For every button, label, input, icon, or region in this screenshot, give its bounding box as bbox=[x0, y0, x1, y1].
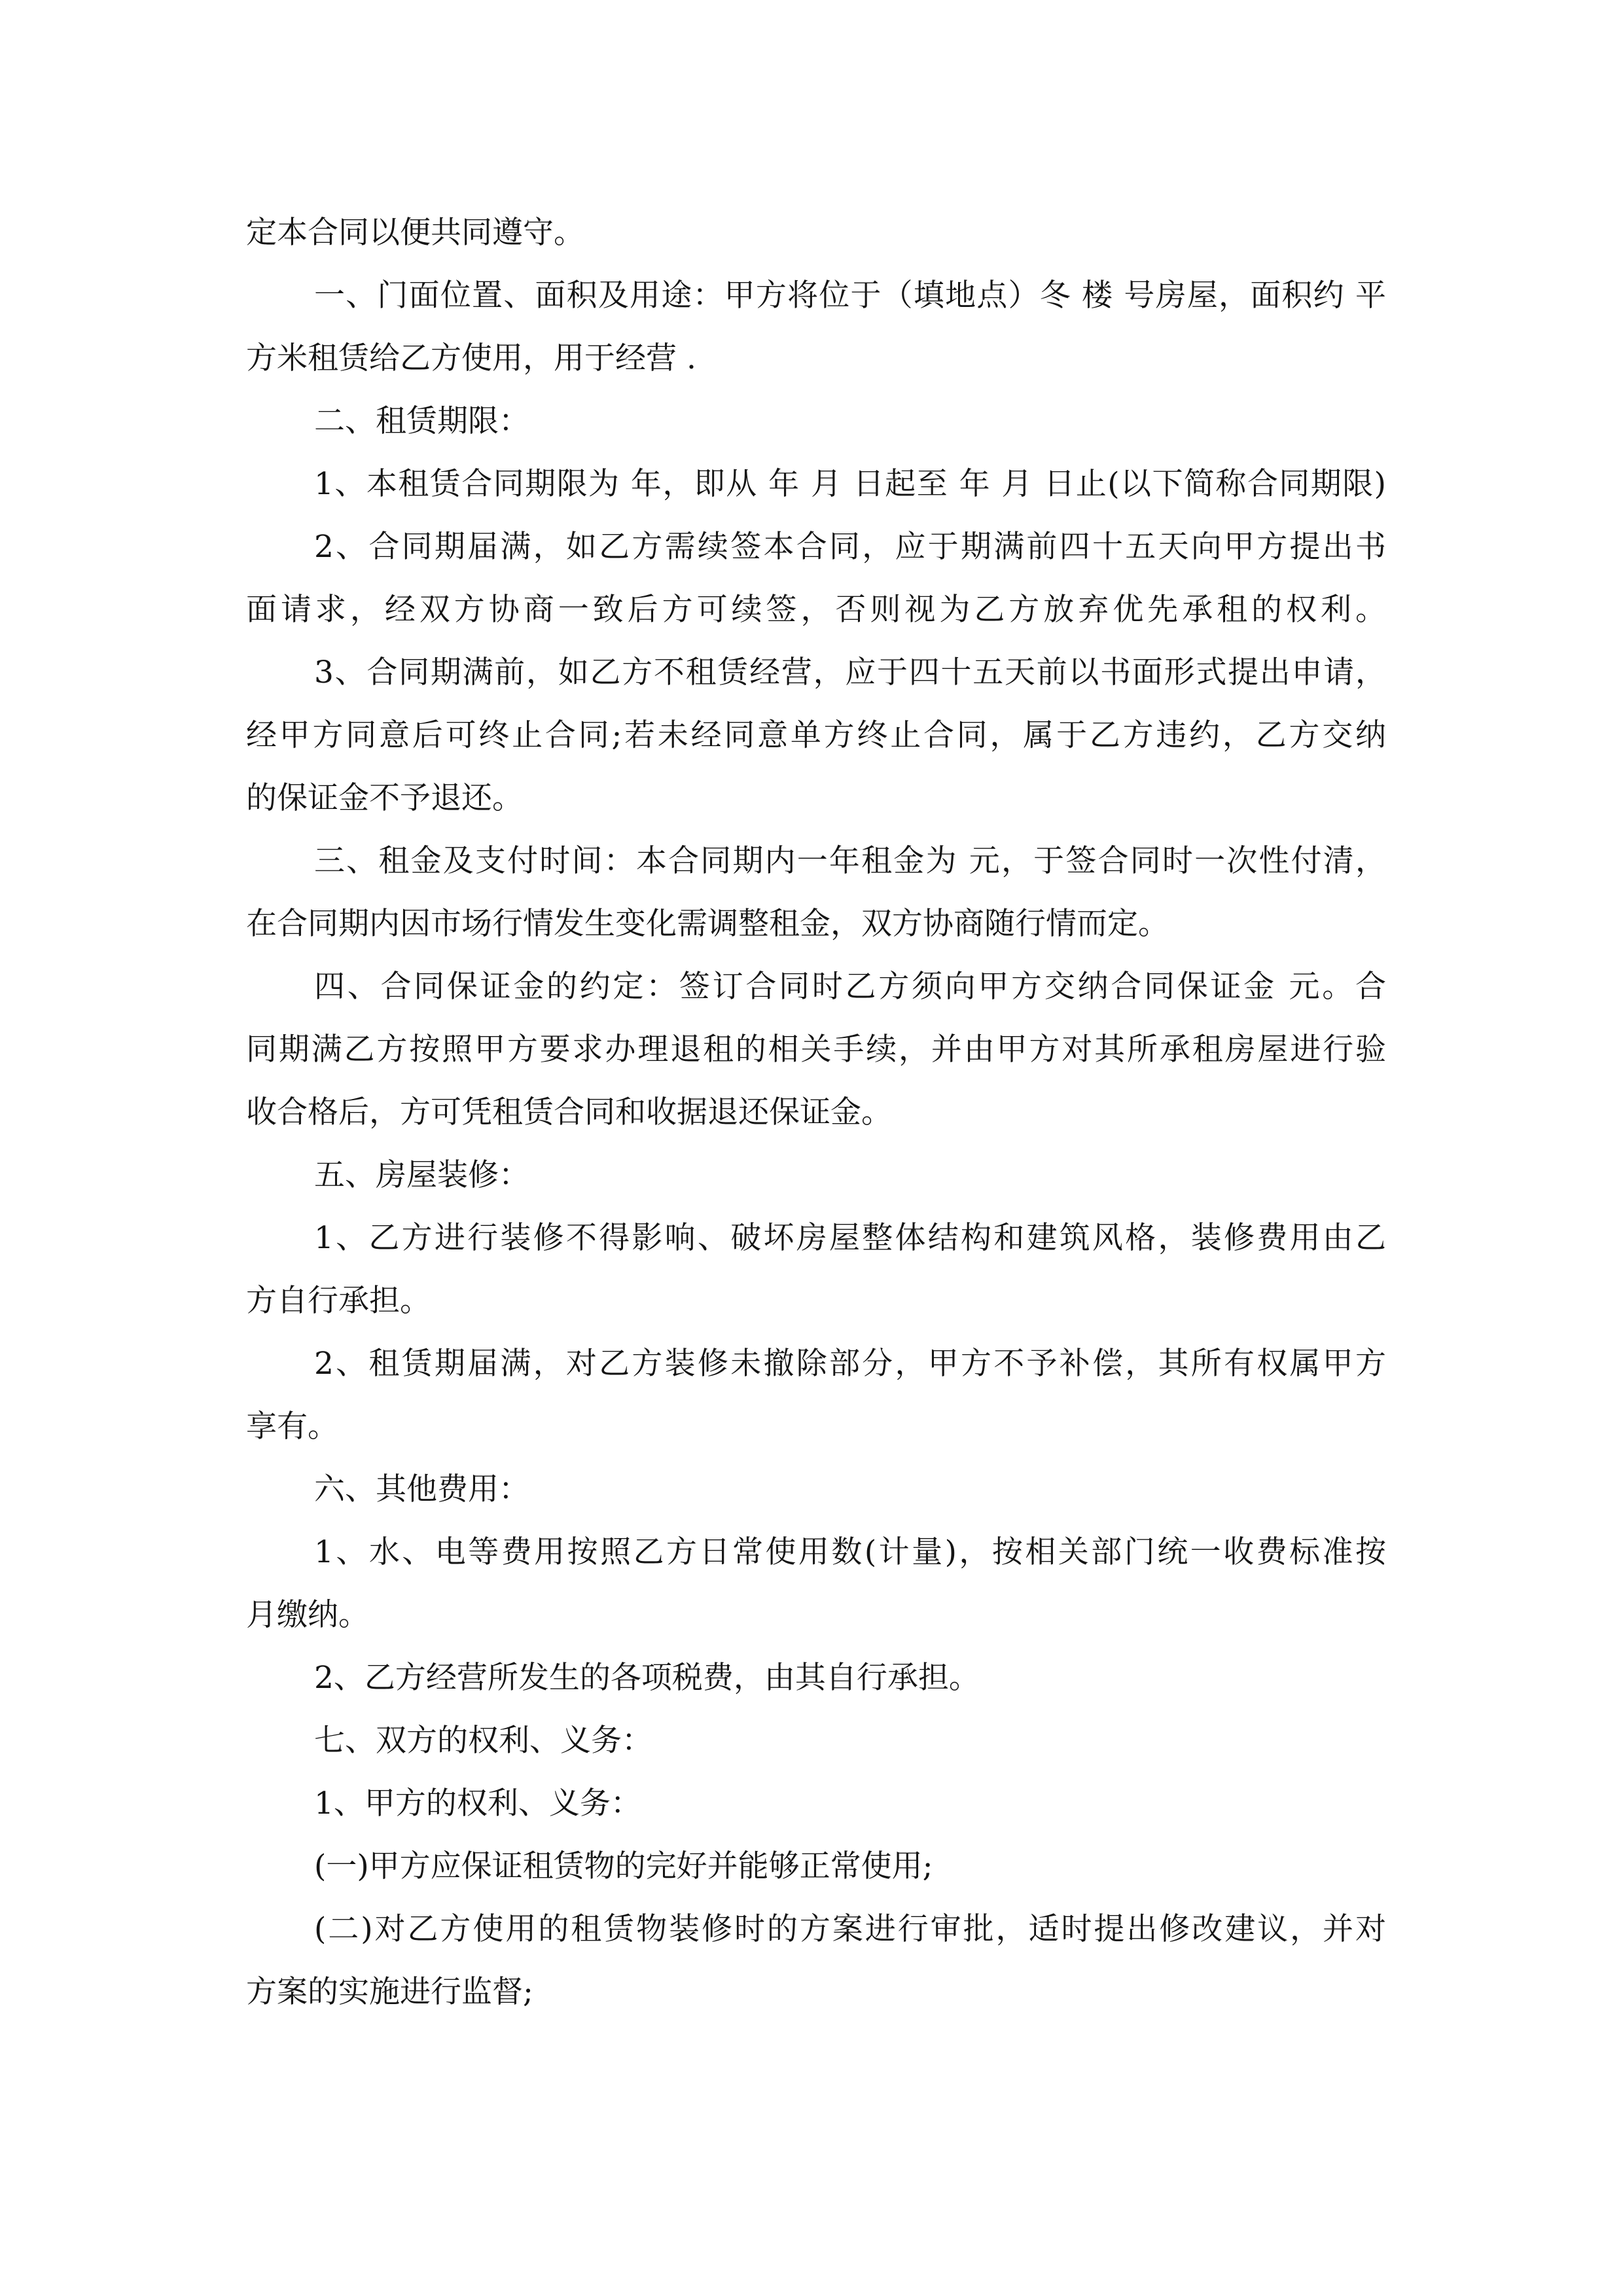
text-line: 1、乙方进行装修不得影响、破坏房屋整体结构和建筑风格，装修费用由乙 bbox=[314, 1220, 1386, 1256]
text-line: 月缴纳。 bbox=[246, 1597, 369, 1633]
text-line: 在合同期内因市场行情发生变化需调整租金，双方协商随行情而定。 bbox=[246, 906, 1169, 942]
text-line: 1、水、电等费用按照乙方日常使用数(计量)，按相关部门统一收费标准按 bbox=[314, 1534, 1386, 1570]
text-line: 的保证金不予退还。 bbox=[246, 780, 523, 816]
text-line: (一)甲方应保证租赁物的完好并能够正常使用; bbox=[314, 1848, 933, 1884]
text-line: 2、乙方经营所发生的各项税费，由其自行承担。 bbox=[314, 1660, 980, 1696]
clause-3-heading: 三、租金及支付时间：本合同期内一年租金为 元，于签合同时一次性付清， bbox=[314, 843, 1386, 879]
clause-7-heading: 七、双方的权利、义务： bbox=[314, 1723, 652, 1759]
text-line: 1、本租赁合同期限为 年，即从 年 月 日起至 年 月 日止(以下简称合同期限) bbox=[314, 466, 1386, 502]
text-line: (二)对乙方使用的租赁物装修时的方案进行审批，适时提出修改建议，并对 bbox=[314, 1911, 1386, 1947]
text-line: 面请求，经双方协商一致后方可续签，否则视为乙方放弃优先承租的权利。 bbox=[246, 592, 1386, 628]
text-line: 经甲方同意后可终止合同;若未经同意单方终止合同，属于乙方违约，乙方交纳 bbox=[246, 717, 1386, 753]
document-body bbox=[246, 202, 1386, 2024]
clause-2-heading: 二、租赁期限： bbox=[314, 403, 529, 439]
text-line: 方米租赁给乙方使用，用于经营 . bbox=[246, 340, 696, 376]
text-line: 享有。 bbox=[246, 1408, 338, 1444]
text-line: 2、租赁期届满，对乙方装修未撤除部分，甲方不予补偿，其所有权属甲方 bbox=[314, 1346, 1386, 1382]
text-line: 定本合同以便共同遵守。 bbox=[246, 215, 584, 251]
text-line: 同期满乙方按照甲方要求办理退租的相关手续，并由甲方对其所承租房屋进行验 bbox=[246, 1031, 1386, 1067]
text-line: 方自行承担。 bbox=[246, 1283, 431, 1319]
clause-5-heading: 五、房屋装修： bbox=[314, 1157, 529, 1193]
text-line: 3、合同期满前，如乙方不租赁经营，应于四十五天前以书面形式提出申请， bbox=[314, 655, 1386, 691]
text-line: 1、甲方的权利、义务： bbox=[314, 1785, 641, 1821]
text-line: 收合格后，方可凭租赁合同和收据退还保证金。 bbox=[246, 1094, 892, 1130]
text-line: 方案的实施进行监督; bbox=[246, 1974, 533, 2010]
text-line: 2、合同期届满，如乙方需续签本合同，应于期满前四十五天向甲方提出书 bbox=[314, 529, 1386, 565]
clause-1-heading: 一、门面位置、面积及用途：甲方将位于（填地点）冬 楼 号房屋，面积约 平 bbox=[314, 278, 1386, 314]
clause-4-heading: 四、合同保证金的约定：签订合同时乙方须向甲方交纳合同保证金 元。合 bbox=[314, 969, 1386, 1005]
clause-6-heading: 六、其他费用： bbox=[314, 1471, 529, 1507]
